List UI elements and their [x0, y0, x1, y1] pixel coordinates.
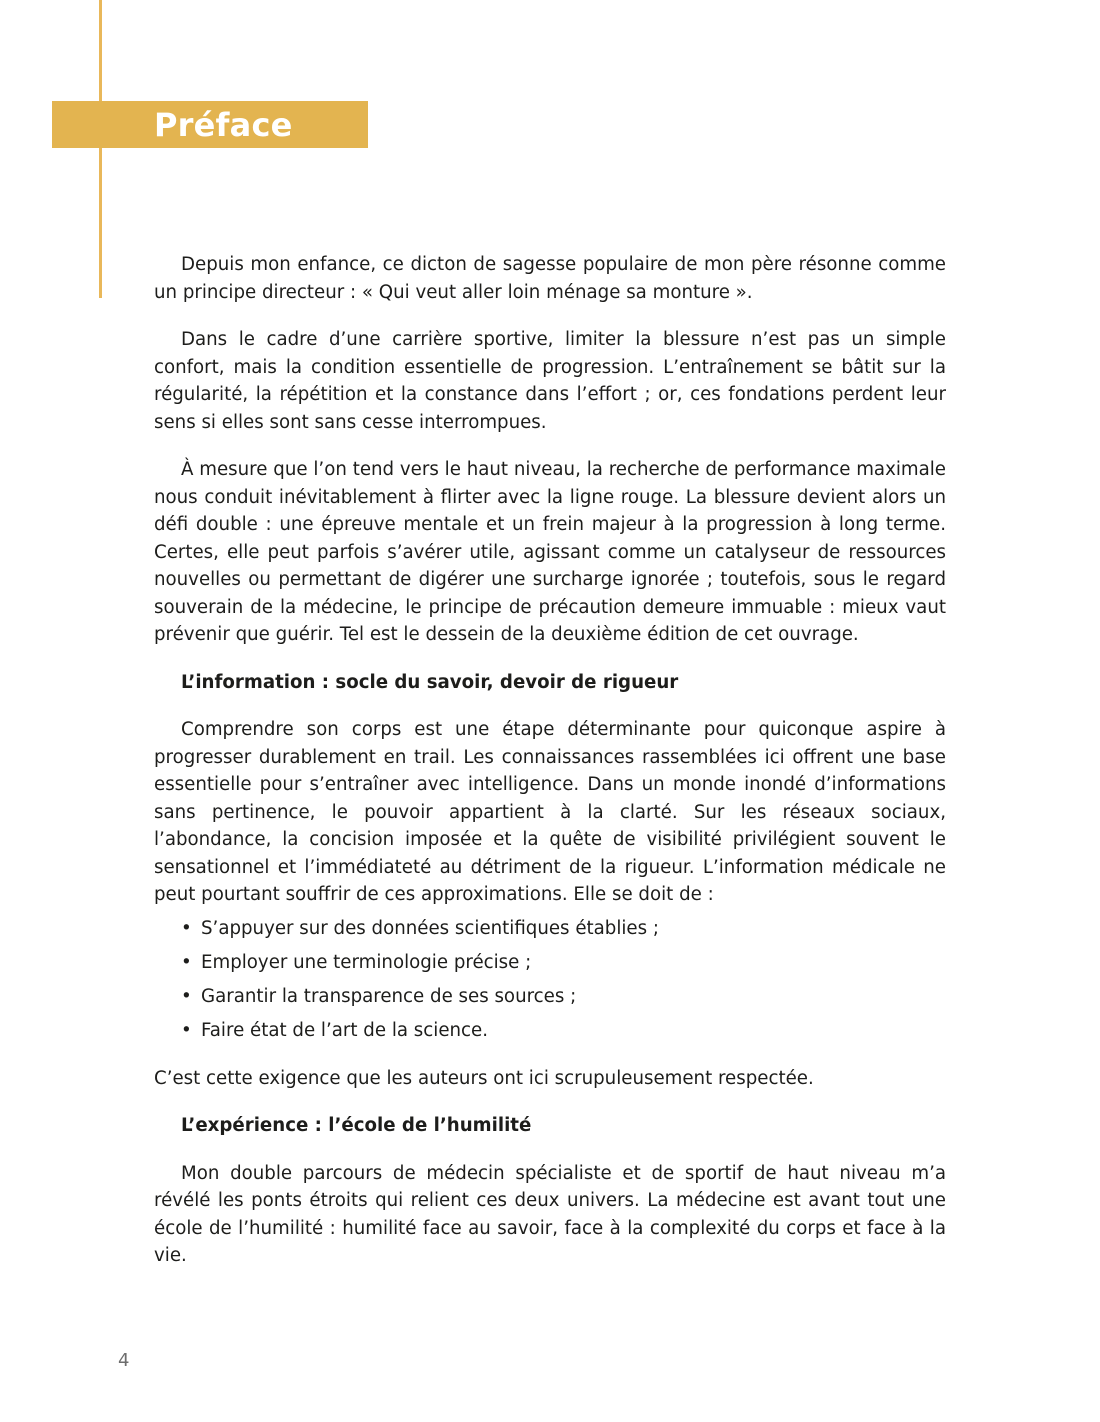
list-item-text: Employer une terminologie précise ; [201, 951, 532, 973]
section-heading-experience: L’expérience : l’école de l’humilité [181, 1115, 532, 1137]
paragraph-intro-2: Dans le cadre d’une carrière sportive, limiter la blessure n’est pas un simple confort, mais la condition essentielle de progression. L’entraînement se bâtit sur la régularité, la répétition et la constance dans l’effort ; or, ces fondations perdent leur sens si elles sont sans cesse interrompues. [154, 329, 946, 433]
requirements-list [181, 915, 946, 1045]
paragraph-experience: Mon double parcours de médecin spécialiste et de sportif de haut niveau m’a révélé les ponts étroits qui relient ces deux univers. La médecine est avant tout une école de l’humilité : humilité face au savoir, face à la complexité du corps et face à la vie. [154, 1162, 946, 1267]
body-text [154, 251, 946, 1290]
bullet-icon: • [181, 917, 192, 939]
list-item [181, 949, 946, 977]
chapter-title: Préface [154, 106, 293, 144]
list-item [181, 1017, 946, 1045]
page-number: 4 [118, 1350, 130, 1371]
paragraph-closing: C’est cette exigence que les auteurs ont ici scrupuleusement respectée. [154, 1067, 814, 1089]
list-item-text: S’appuyer sur des données scientifiques établies ; [201, 917, 660, 939]
decorative-vertical-rule [99, 0, 102, 298]
list-item [181, 915, 946, 943]
paragraph-intro-1: Depuis mon enfance, ce dicton de sagesse populaire de mon père résonne comme un principe directeur : « Qui veut aller loin ménage sa monture ». [154, 254, 946, 303]
bullet-icon: • [181, 951, 192, 973]
section-heading-information: L’information : socle du savoir, devoir de rigueur [181, 671, 679, 693]
paragraph-intro-3: À mesure que l’on tend vers le haut niveau, la recherche de performance maximale nous conduit inévitablement à flirter avec la ligne rouge. La blessure devient alors un défi double : une épreuve mentale et un frein majeur à la progression à long terme. Certes, elle peut parfois s’avérer utile, agissant comme un catalyseur de ressources nouvelles ou permettant de digérer une surcharge ignorée ; toutefois, sous le regard souverain de la médecine, le principe de précaution demeure immuable : mieux vaut prévenir que guérir. Tel est le dessein de la deuxième édition de cet ouvrage. [154, 459, 946, 645]
bullet-icon: • [181, 1020, 192, 1042]
bullet-icon: • [181, 985, 192, 1007]
list-item-text: Garantir la transparence de ses sources ; [201, 985, 577, 1007]
paragraph-information: Comprendre son corps est une étape déterminante pour quiconque aspire à progresser durablement en trail. Les connaissances rassemblées ici offrent une base essentielle pour s’entraîner avec intelligence. Dans un monde inondé d’informations sans pertinence, le pouvoir appartient à la clarté. Sur les réseaux sociaux, l’abondance, la concision imposée et la quête de visibilité privilégient souvent le sensationnel et l’immédiateté au détriment de la rigueur. L’information médicale ne peut pourtant souffrir de ces approximations. Elle se doit de : [154, 719, 946, 905]
list-item-text: Faire état de l’art de la science. [201, 1020, 489, 1042]
list-item [181, 983, 946, 1011]
chapter-title-band [52, 101, 368, 148]
